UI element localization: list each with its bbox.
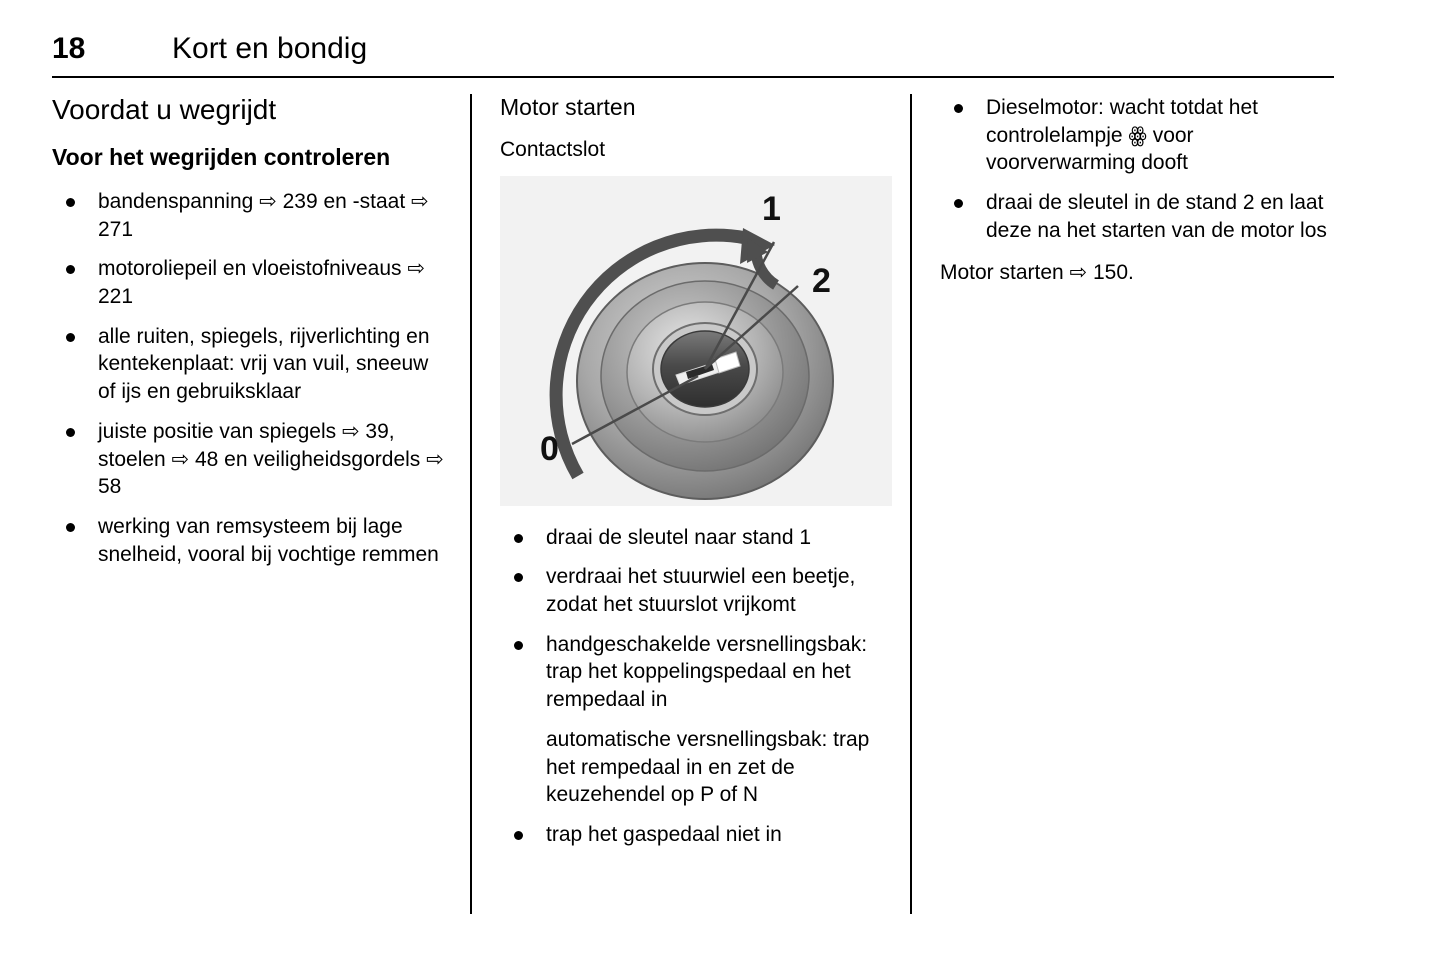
ignition-switch-illustration [500,176,892,506]
list-item [940,94,1334,177]
subsection-title-contactslot: Contactslot [500,137,606,161]
list-item-text: motoroliepeil en vloeistofniveaus ⇨ 221 [98,257,425,308]
list-item [52,255,446,310]
column-two [472,94,912,924]
list-item [500,821,888,849]
bullet-dot-icon [66,265,75,274]
start-steps-bullets [500,524,888,849]
list-item [52,513,446,568]
subsection-title-controleren: Voor het wegrijden controleren [52,144,391,171]
bullet-dot-icon [514,573,523,582]
list-item [52,323,446,406]
ignition-switch-graphic [500,176,892,506]
cross-reference-line: Motor starten ⇨ 150. [940,260,1134,284]
list-item-continuation: automatische versnellingsbak: trap het rempedaal in en zet de keuzehendel op P of N [546,727,870,807]
content-columns [52,94,1334,924]
bullet-dot-icon [66,333,75,342]
bullet-dot-icon [954,104,963,113]
list-item-text: verdraai het stuurwiel een beetje, zodat het stuurslot vrijkomt [546,565,856,617]
list-item-text: juiste positie van spiegels ⇨ 39, stoelen ⇨ 48 en veiligheidsgordels ⇨ 58 [98,419,444,499]
list-item-text: draai de sleutel naar stand 1 [546,525,812,549]
bullet-dot-icon [954,199,963,208]
bullet-dot-icon [514,831,523,840]
start-steps-bullets-continued [940,94,1334,245]
list-item-text: draai de sleutel in de stand 2 en laat deze na het starten van de motor los [986,191,1327,242]
list-item-text: handgeschakelde versnellingsbak: trap het koppelingspedaal en het rempedaal in [546,632,868,712]
list-item [500,524,888,552]
page-header [52,32,1334,66]
bullet-dot-icon [514,641,523,650]
page-number: 18 [52,32,86,65]
checklist-bullets [52,188,446,569]
column-three [912,94,1334,924]
section-title-voordat: Voordat u wegrijdt [52,94,277,125]
list-item-text: bandenspanning ⇨ 239 en -staat ⇨ 271 [98,189,429,241]
list-item [940,189,1334,244]
list-item [52,188,446,243]
header-divider [52,76,1334,78]
bullet-dot-icon [66,198,75,207]
bullet-dot-icon [514,534,523,543]
bullet-dot-icon [66,523,75,532]
chapter-title: Kort en bondig [172,32,368,65]
list-item [52,418,446,501]
column-one [52,94,472,924]
list-item-text: trap het gaspedaal niet in [546,823,782,847]
svg-text:2: 2 [812,261,831,300]
list-item [500,631,888,809]
section-title-motor-starten: Motor starten [500,94,636,120]
svg-text:1: 1 [762,189,781,228]
list-item-text: alle ruiten, spiegels, rijverlichting en kentekenplaat: vrij van vuil, sneeuw of ijs en gebruiksklaar [98,324,430,404]
list-item-text: Dieselmotor: wacht totdat het controlelampje ꙮ voor voorverwarming dooft [986,96,1258,175]
svg-text:0: 0 [540,429,559,468]
list-item-text: werking van remsysteem bij lage snelheid, vooral bij vochtige remmen [98,514,439,566]
bullet-dot-icon [66,428,75,437]
list-item [500,563,888,618]
